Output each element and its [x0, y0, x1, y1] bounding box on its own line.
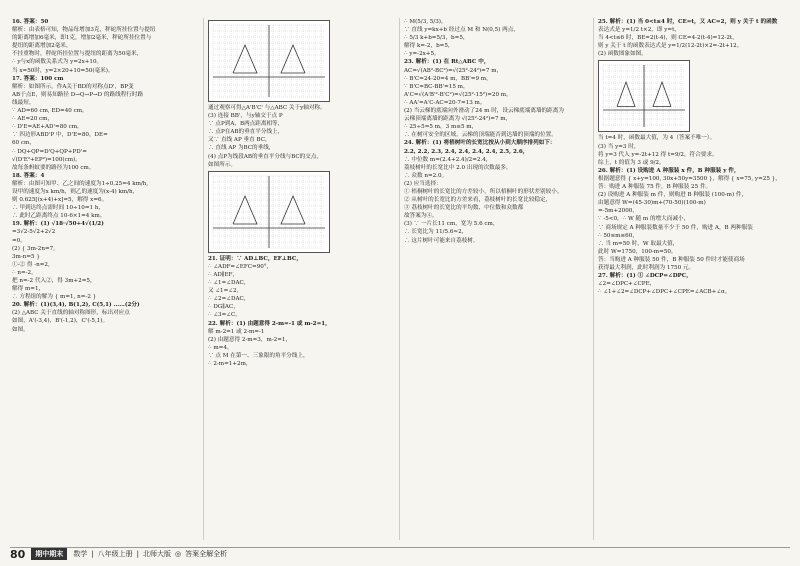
text-line: 21. 证明：∵ AD⊥BC，EF⊥BC，	[208, 255, 302, 262]
text-line: ∴ DG∥AC，	[208, 304, 239, 311]
text-line: 表达式是 y=1/2 t×2，即 y=t，	[598, 27, 680, 34]
text-line: 22. 解析：(1) 由题意得 2-m=-1 或 m-2=1，	[208, 320, 331, 327]
text-line: ∴ AA'=A'C-AC=20-7=13 m。	[404, 99, 486, 106]
text-line: ∵ B'C=BC-BB'=15 m，	[404, 83, 469, 90]
text-line: ∴ 方程组的解为 { m=1, n=-2 }	[12, 294, 97, 301]
text-line: 根据题意得 { x+y=100, 30x+50y=3500 }，解得 { x=75, y=25 }，	[598, 175, 781, 182]
text-line: ①-② 得 -n=2,	[12, 261, 50, 268]
text-line: ∴ ∠1+∠2=∠DCP+∠DPC+∠CPE=∠ACB+∠α。	[598, 289, 731, 296]
text-line: AC=√(AB²-BC²)=√(25²-24²)=7 m，	[404, 67, 503, 74]
text-line: ∴ 这片树叶可能来自荔枝树。	[404, 237, 479, 244]
text-line: 荔枝树叶的长宽比中 2.0 出现的次数最多，	[404, 164, 512, 171]
text-line: (2) △ABC 关于直线的轴对称图形，标出对应点	[12, 310, 130, 317]
text-line: ∴ 在树可安全的区域，云梯的顶端能否到达墙的顶端的位置。	[404, 132, 557, 139]
text-line: 由题意得 W=(45-30)m+(70-50)(100-m)	[598, 200, 706, 207]
brand-label: 期中期末	[31, 548, 67, 560]
text-line: 故每条蚂蚁要的路径为100 cm。	[12, 164, 95, 171]
text-line: 16. 答案：50	[12, 19, 49, 25]
text-line: 27. 解析：(1) ① ∠DCP=∠DPC，	[598, 273, 692, 280]
text-line: ∴ 25÷5=5 m，3 m≤5 m，	[404, 124, 478, 131]
text-line: 通过观察可得△A'B'C' 与△ABC 关于y轴对称。	[208, 105, 326, 111]
text-line: ∴ y与x的函数关系式为 y=2x+10。	[12, 59, 103, 66]
separator: |	[91, 550, 94, 558]
text-line: ∵ -5<0，∴ W 随 m 的增大而减小，	[598, 216, 690, 223]
text-line: ∵ 四边形ABD'P 中，D'E=80，DE=	[12, 132, 108, 139]
text-line: ∴ ∠ADF=∠EFC=90°，	[208, 263, 273, 270]
text-line: ∴ 当 m=50 时，W 取最大值，	[598, 240, 679, 247]
subject-label: 数学	[73, 550, 88, 558]
text-line: =3√2-5√2+2√2	[12, 229, 56, 236]
text-line: 此时 W=1750，100-m=50。	[598, 248, 677, 255]
text-line: ∴ 5/3 k+b=5/3，b=5，	[404, 35, 469, 42]
text-line: 答：购进 A 种服装 75 件，B 种服装 25 件。	[598, 184, 712, 191]
text-line: (2) { 3m-2n=7,	[12, 245, 55, 252]
text-line: 解 m-2=1 或 2-m=-1	[208, 328, 265, 335]
text-line: ∴ AD∥EF，	[208, 271, 239, 278]
text-line: (2) 由题意得 2-m=3，m-2=1，	[208, 336, 292, 343]
text-line: 综上，t 的值为 3 或 9/2。	[598, 159, 665, 166]
text-line: (3) ∵ 一片长11 cm，宽为 5.6 cm，	[404, 221, 499, 228]
column-divider	[203, 18, 204, 540]
text-line: ∴ DQ+QP=D'Q+QP+PD'=	[12, 148, 87, 155]
text-line: ∴ n=-2，	[12, 269, 37, 276]
text-line: 26. 解析：(1) 设购进 A 种服装 x 件，B 种服装 y 件，	[598, 167, 740, 174]
text-line: ③ 荔枝树叶的长宽比的平均数、中位数和众数都	[404, 205, 524, 212]
text-line: 解析：由图可知甲、乙之间的速度为1÷0.25=4 km/h,	[12, 180, 149, 187]
text-line: ∵ 点 M 在第一、三象限的角平分线上，	[208, 352, 309, 359]
text-line: ∴ 众数 n=2.0。	[404, 172, 448, 179]
text-line: 的距离增加6毫米，即1克，增加2毫米，秤砣所挂位置与	[12, 35, 152, 42]
text-line: ∵ 点P到A，B两点距离相等，	[208, 121, 284, 128]
text-line: (2) 当云梯的底端向外滑动了24 m 时，设云梯底端离墙的距离为	[404, 108, 564, 115]
answer-label: 答案全解全析	[185, 550, 228, 558]
text-line: ∴ 2-m=1+2m，	[208, 360, 252, 367]
text-line: ① 梧桐树叶的长宽比的方差较小，所以梧桐叶的形状差别较小。	[404, 188, 563, 195]
text-line: ∴ B'C=24-20=4 m，BB'=9 m，	[404, 75, 492, 82]
text-line: ∴ 50≤m≤60，	[598, 232, 638, 239]
text-line: 3m-n=5 }	[12, 253, 40, 260]
column-1	[12, 18, 199, 540]
text-line: 当 x=50时，y=2×20+10=50(毫米)。	[12, 67, 114, 74]
text-line: (3) 连接 BB'，与y轴交于点 P	[208, 113, 283, 120]
text-line: √(D'E²+EP²)=100(cm)。	[12, 156, 81, 163]
text-line: =0。	[12, 237, 26, 244]
text-line: 如图所示。	[208, 161, 236, 168]
text-line: 解得 m=1，	[12, 286, 45, 293]
text-line: 解析：如图所示，作A关于BD的对称点D'，BP变	[12, 83, 134, 90]
text-line: ∴ 甲到达终点需时间 10÷10=1 h，	[12, 205, 105, 212]
text-line: 当 t=4 时，函数最大值，为 4（答案不唯一）。	[598, 135, 716, 142]
column-divider	[399, 18, 400, 540]
text-line: 解析：由表格可知，物品每增加3克，秤砣所挂位置与提纽	[12, 27, 156, 34]
text-line: 云梯顶端离墙的距离为 √(25²-24²)=7 m，	[404, 116, 512, 123]
text-line: ∠2=∠DPC+∠CPE，	[598, 281, 656, 288]
text-line: 25. 解析：(1) 当 0<t≤4 时，CE=t，又 AC=2，则 y 关于 t 的函数	[598, 19, 778, 25]
text-line: (2) 应当选择：	[404, 180, 442, 187]
text-line: 18. 答案：4	[12, 172, 45, 179]
text-line: (2) 函数图象如图。	[598, 51, 647, 58]
text-line: ∴ 直线 AP 为BC的垂线，	[208, 145, 275, 152]
text-line: 线最短。	[12, 99, 35, 106]
edition-label: 北师大版	[143, 550, 172, 558]
text-line: ∴ D'E=AE+AD'=80 cm，	[12, 124, 83, 131]
separator: ◎	[175, 550, 182, 558]
text-line: ② 从树叶的长宽比的方差来看，荔枝树叶的长宽比较稳定，	[404, 197, 552, 204]
text-line: 如图，A'(-3,4)，B'(-1,2)，C'(-5,1)。	[12, 318, 109, 325]
coordinate-figure	[598, 60, 690, 132]
coordinate-figure	[208, 171, 330, 253]
column-2	[208, 18, 395, 540]
column-3	[404, 18, 591, 540]
text-line: 不挂重物时，秤砣所挂位置与提纽的距离为50毫米，	[12, 51, 143, 58]
text-line: ∴ M(5/3, 5/3)，	[404, 19, 447, 25]
text-line: (2) 设购进 A 种服装 m 件，则购进 B 种服装 (100-m) 件，	[598, 192, 748, 199]
text-line: 又 ∠1=∠2，	[208, 288, 243, 295]
text-line: ∴ ∠3=∠C。	[208, 312, 241, 319]
text-line: ∴ 点P在AB的垂直平分线上，	[208, 129, 284, 136]
coordinate-figure	[208, 20, 330, 102]
text-line: 24. 解析：(1) 将梧树叶的长宽比按从小到大顺序排列如下：	[404, 140, 556, 147]
text-line: 答：当购进 A 种服装 50 件，B 种服装 50 件时才能使商场	[598, 256, 745, 263]
text-line: 设甲的速度为x km/h，则乙的速度为(x-4) km/h，	[12, 188, 139, 195]
column-4	[598, 18, 788, 540]
text-line: 20. 解析：(1)(3,4), B(1,2), C(5,1) ……(2分)	[12, 302, 140, 309]
text-line: ∵ 商场规定 A 种服装数量不少于 50 件，购进 A，B 两种服装	[598, 224, 753, 231]
grade-label: 八年级上册	[97, 550, 133, 558]
page-number: 80	[10, 547, 26, 561]
text-line: 提纽的距离增加2毫米。	[12, 43, 72, 50]
text-line: AB于点E，则易知路径 D→Q→P→D 的路线程行时路	[12, 91, 144, 98]
text-line: 则 y 关于 t 的函数表达式是 y=1/2(12-2t)×2=-2t+12。	[598, 43, 743, 50]
text-line: 如图。	[12, 326, 29, 333]
text-line: 又∵ 直线 AP 垂直 BC，	[208, 137, 271, 144]
text-line: ∴ 长宽比为 11/5.6≈2，	[404, 229, 468, 236]
text-line: 23. 解析：(1) 在 Rt△ABC 中，	[404, 59, 490, 66]
text-line: ∵ AD=60 cm, ED=40 cm，	[12, 108, 88, 115]
text-line: 把 n=-2 代入②，得 3m+2=5，	[12, 278, 96, 284]
text-line: 2.2, 2.2, 2.3, 2.4, 2.4, 2.4, 2.4, 2.5, 2.6，	[404, 148, 529, 155]
text-line: ∴ ∠2=∠DAC，	[208, 296, 250, 303]
separator: |	[136, 550, 140, 558]
text-line: (4) 点P为线段AB的垂直平分线与BC的交点，	[208, 153, 323, 160]
text-line: ∴ y=-2x+5。	[404, 51, 440, 58]
text-line: ∴ m=4。	[208, 344, 233, 351]
text-line: ∴ ∠1=∠DAC，	[208, 280, 250, 287]
text-line: 故答案为④。	[404, 213, 438, 220]
page-footer	[10, 548, 227, 560]
text-line: 19. 解析：(1) √18·√50+4√(1/2)	[12, 221, 104, 228]
text-line: ∴ 中位数 m=(2.4+2.4)/2=2.4，	[404, 156, 492, 163]
text-line: ∴ AE=20 cm，	[12, 116, 54, 123]
column-divider	[593, 18, 594, 540]
text-line: 17. 答案：100 cm	[12, 75, 64, 82]
text-line: 60 cm，	[12, 140, 35, 147]
text-line: ∵ 直线 y=kx+b 经过点 M 和 N(0,5) 两点，	[404, 27, 519, 34]
text-line: ∴ 此时乙距离终点 10-6×1=4 km。	[12, 213, 106, 220]
text-line: 则 0.625[(x+4)+x]=5，解得 x=6。	[12, 197, 108, 204]
text-line: =-5m+2000，	[598, 208, 638, 215]
text-line: (3) 当 y=3 时，	[598, 143, 640, 150]
text-line: 将 y=3 代入 y=-2t+12 得 t=9/2，符合要求。	[598, 151, 718, 158]
text-line: 当 4<t≤6 时，BE=2(t-4)，则 CE=4-2(t-4)=12-2t，	[598, 35, 738, 42]
text-line: A'C=√(A'B'²-B'C²)=√(25²-15²)=20 m，	[404, 91, 512, 98]
text-line: 获得最大利润，此时利润为 1750 元。	[598, 264, 695, 271]
text-line: 解得 k=-2，b=5，	[404, 43, 454, 50]
